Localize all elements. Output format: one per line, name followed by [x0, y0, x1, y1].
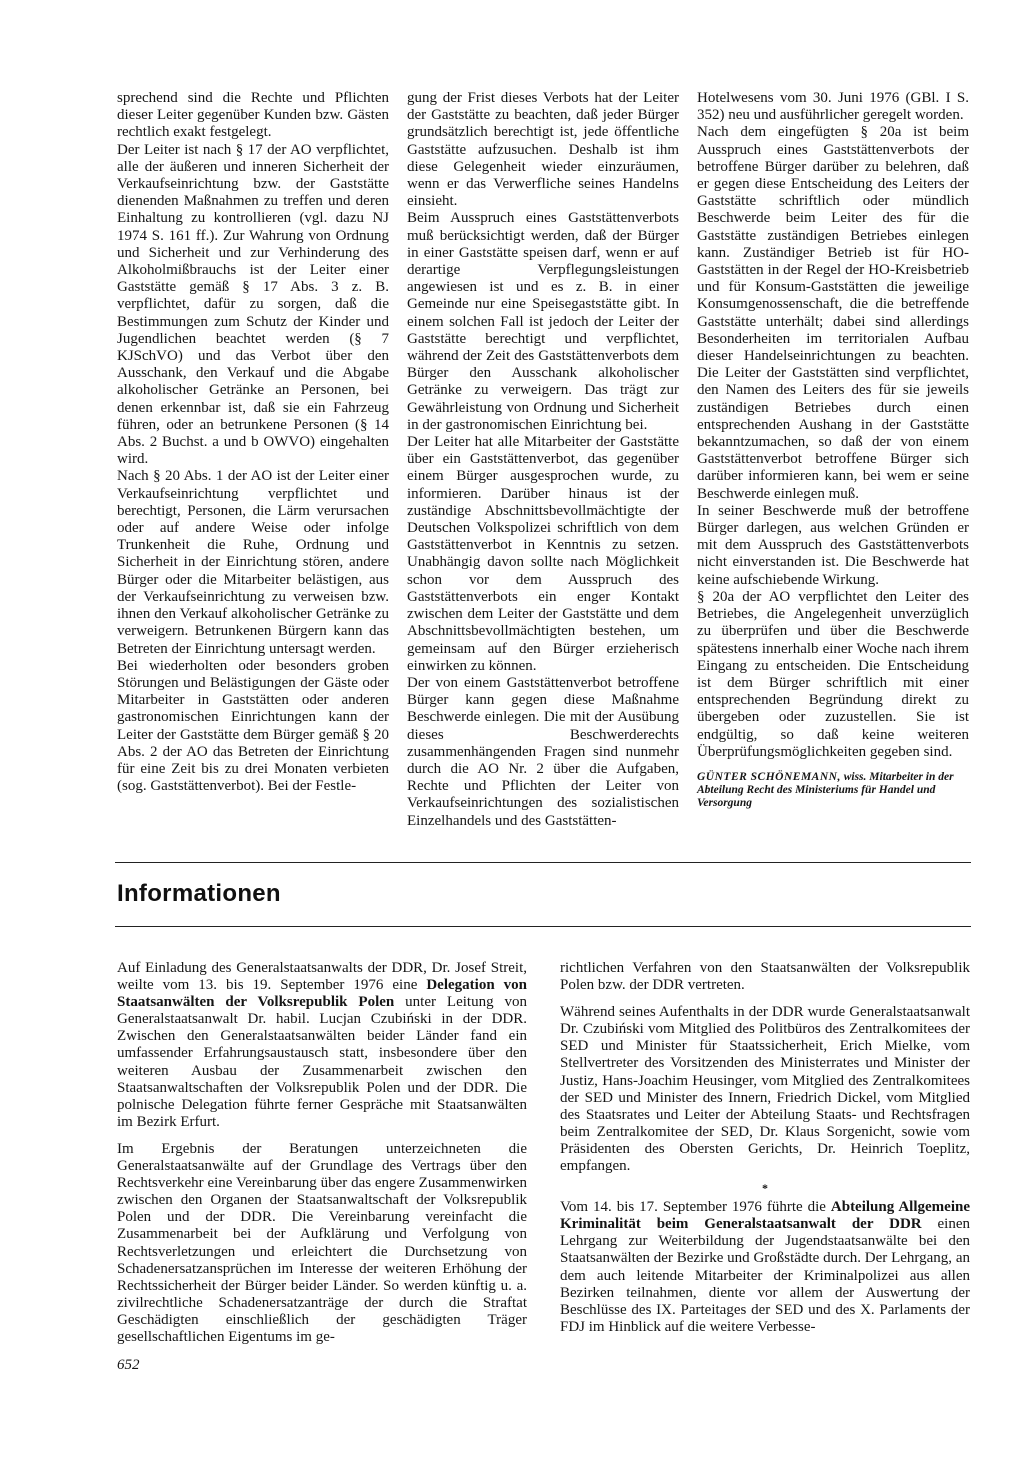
author-role: wiss. Mitarbeiter in der Abteilung Recht des Ministeriums für Handel und Versorgung — [697, 770, 954, 809]
paragraph: Auf Einladung des Generalstaatsanwalts der DDR, Dr. Josef Streit, weilte vom 13. bis 19. September 1976 eine Delegation von Staatsanwälten der Volksrepublik Polen unter Leitung von Generalstaatsanwalt Dr. habil. Lucjan Czubiński in der DDR. Zwischen den Generalstaatsanwälten beider Länder fand ein umfassender Erfahrungsaustausch statt, insbesondere über den weiteren Ausbau der Zusammenarbeit zwischen den Staatsanwaltschaften der Volksrepublik Polen und der DDR. Die polnische Delegation führte ferner Gespräche mit Staatsanwälten im Bezirk Erfurt. — [117, 960, 527, 1130]
paragraph: Der von einem Gaststättenverbot betroffene Bürger kann gegen diese Maßnahme Beschwerde einlegen. Die mit der Ausübung dieses Beschwerderechts zusammenhängenden Fragen sind nunmehr durch die AO Nr. 2 über die Aufgaben, Rechte und Pflichten der Leiter von Verkaufseinrichtungen des sozialistischen Einzelhandels und des Gaststätten- — [407, 674, 679, 829]
emphasis: Abteilung Allgemeine Kriminalität beim Generalstaatsanwalt der DDR — [560, 1199, 970, 1233]
section-heading: Informationen — [117, 880, 281, 907]
paragraph: Vom 14. bis 17. September 1976 führte die Abteilung Allgemeine Kriminalität beim Generalstaatsanwalt der DDR einen Lehrgang zur Weiterbildung der Jugendstaatsanwälte bei den Staatsanwälten der Bezirke und Großstädte durch. Der Lehrgang, an dem auch leitende Mitarbeiter der Kriminalpolizei aus allen Bezirken teilnahmen, diente vor allem der Auswertung der Beschlüsse des IX. Parteitages der SED und des X. Parlaments der FDJ im Hinblick auf die weitere Verbesse- — [560, 1199, 971, 1335]
paragraph: § 20a der AO verpflichtet den Leiter des Betriebes, die Angelegenheit unverzüglich zu überprüfen und über die Beschwerde spätestens innerhalb einer Woche nach ihrem Eingang zu entscheiden. Die Entscheidung ist dem Bürger schriftlich mit einer entsprechenden Begründung direkt zu übergeben oder zuzustellen. Sie ist endgültig, so daß keine weiteren Überprüfungsmöglichkeiten gegeben sind. — [697, 588, 969, 760]
info-column-1 — [117, 960, 527, 1346]
paragraph: richtlichen Verfahren von den Staatsanwälten der Volksrepublik Polen bzw. der DDR vertreten. — [560, 960, 970, 994]
paragraph: Bei wiederholten oder besonders groben Störungen und Belästigungen der Gäste oder Mitarbeiter in Gaststätten oder anderen gastronomischen Einrichtungen kann der Leiter der Gaststätte dem Bürger gemäß § 20 Abs. 2 der AO das Betreten der Einrichtung für eine Zeit bis zu drei Monaten verbieten (sog. Gaststättenverbot). Bei der Festle- — [117, 657, 389, 795]
paragraph: Im Ergebnis der Beratungen unterzeichneten die Generalstaatsanwälte auf der Grundlage des Vertrags über den Rechtsverkehr eine Vereinbarung über das engere Zusammenwirken zwischen den Organen der Staatsanwaltschaft der Volksrepublik Polen und der DDR. Die Vereinbarung vereinfacht die Zusammenarbeit bei der Aufklärung und Verfolgung von Rechtsverletzungen und erleichtert die Durchsetzung von Schadenersatzansprüchen im Interesse der weiteren Erhöhung der Rechtssicherheit der Bürger beider Länder. So werden künftig u. a. zivilrechtliche Schadenersatzanträge der durch die Straftat Geschädigten einschließlich der geschädigten Träger gesellschaftlichen Eigentums im ge- — [117, 1140, 527, 1345]
paragraph: Während seines Aufenthalts in der DDR wurde Generalstaatsanwalt Dr. Czubiński vom Mitglied des Politbüros des Zentralkomitees der SED und Minister für Staatssicherheit, Erich Mielke, vom Stellvertreter des Vorsitzenden des Ministerrates und Minister der Justiz, Hans-Joachim Heusinger, vom Mitglied des Zentralkomitees der SED und Minister des Innern, Friedrich Dickel, vom Mitglied des Staatsrates und Leiter der Abteilung Staats- und Rechtsfragen beim Zentralkomitee der SED, Dr. Klaus Sorgenicht, sowie vom Präsidenten des Obersten Gerichts, Dr. Heinrich Toeplitz, empfangen. — [560, 1004, 970, 1175]
section-divider — [115, 926, 971, 927]
author-byline — [697, 771, 969, 810]
section-divider — [115, 862, 971, 863]
paragraph: Nach dem eingefügten § 20a ist beim Ausspruch eines Gaststättenverbots der betroffene Bürger darüber zu belehren, daß er gegen diese Entscheidung des Leiters der Gaststätte schriftlich oder mündlich Beschwerde beim Leiter des für die Gaststätte zuständigen Betriebes einlegen kann. Zuständiger Betrieb ist für HO-Gaststätten in der Regel der HO-Kreisbetrieb und für Konsum-Gaststätten die jeweilige Konsumgenossenschaft, die die betreffende Gaststätte unterhält; dabei sind allerdings Besonderheiten im territorialen Aufbau dieser Handelseinrichtungen zu beachten. Die Leiter der Gaststätten sind verpflichtet, den Namen des Leiters des für sie jeweils zuständigen Betriebes durch einen entsprechenden Aushang in der Gaststätte bekanntzumachen, so daß der von einem Gaststättenverbot betroffene Bürger sich darüber informieren kann, bei wem er seine Beschwerde einlegen muß. — [697, 124, 969, 502]
article-column-3 — [697, 90, 969, 810]
paragraph: sprechend sind die Rechte und Pflichten dieser Leiter gegenüber Kunden bzw. Gästen rechtlich exakt festgelegt. — [117, 90, 389, 141]
article-column-2 — [407, 90, 679, 830]
author-name: GÜNTER SCHÖNEMANN, — [697, 770, 841, 783]
paragraph: gung der Frist dieses Verbots hat der Leiter der Gaststätte zu beachten, daß jeder Bürger grundsätzlich berechtigt ist, jede öffentliche Gaststätte aufzusuchen. Deshalb ist ihm diese Gelegenheit wieder einzuräumen, wenn er das Verwerfliche seines Handelns einsieht. — [407, 90, 679, 210]
info-column-2 — [560, 960, 970, 1336]
paragraph: Der Leiter hat alle Mitarbeiter der Gaststätte über ein Gaststättenverbot, das gegenüber einem Bürger ausgesprochen wurde, zu informieren. Darüber hinaus ist der zuständige Abschnittsbevollmächtigte der Deutschen Volkspolizei schriftlich von dem Gaststättenverbot in Kenntnis zu setzen. Unabhängig davon sollte nach Möglichkeit schon vor dem Ausspruch des Gaststättenverbots ein enger Kontakt zwischen dem Leiter der Gaststätte und dem Abschnittsbevollmächtigten bestehen, um gemeinsam auf den Bürger erzieherisch einwirken zu können. — [407, 434, 679, 674]
paragraph: Hotelwesens vom 30. Juni 1976 (GBl. I S. 352) neu und ausführlicher geregelt worden. — [697, 90, 969, 124]
paragraph: Nach § 20 Abs. 1 der AO ist der Leiter einer Verkaufseinrichtung verpflichtet und berechtigt, Personen, die Lärm verursachen oder auf andere Weise oder infolge Trunkenheit die Ruhe, Ordnung und Sicherheit in der Einrichtung stören, andere Bürger oder die Mitarbeiter belästigen, aus der Verkaufseinrichtung zu verweisen bzw. ihnen den Verkauf alkoholischer Getränke zu verweigern. Betrunkenen Bürgern kann das Betreten der Einrichtung untersagt werden. — [117, 468, 389, 657]
page-number: 652 — [117, 1357, 140, 1373]
emphasis: Delegation von Staatsanwälten der Volksrepublik Polen — [117, 977, 527, 1011]
paragraph: Beim Ausspruch eines Gaststättenverbots muß berücksichtigt werden, daß der Bürger in einer Gaststätte speisen darf, wenn er auf derartige Verpflegungsleistungen angewiesen ist und es z. B. in einer Gemeinde nur eine Speisegaststätte gibt. In einem solchen Fall ist jedoch der Leiter der Gaststätte berechtigt und verpflichtet, während der Zeit des Gaststättenverbots dem Bürger den Ausschank alkoholischer Getränke zu verweigern. Das trägt zur Gewährleistung von Ordnung und Sicherheit in der gastronomischen Einrichtung bei. — [407, 210, 679, 433]
paragraph: In seiner Beschwerde muß der betroffene Bürger darlegen, aus welchen Gründen er mit dem Ausspruch des Gaststättenverbots nicht einverstanden ist. Die Beschwerde hat keine aufschiebende Wirkung. — [697, 502, 969, 588]
separator-star: * — [762, 1181, 768, 1196]
article-column-1 — [117, 90, 389, 795]
paragraph: Der Leiter ist nach § 17 der AO verpflichtet, alle der äußeren und inneren Sicherheit der Verkaufseinrichtung bzw. der Gaststätte dienenden Maßnahmen zu treffen und deren Einhaltung zu kontrollieren (vgl. dazu NJ 1974 S. 161 ff.). Zur Wahrung von Ordnung und Sicherheit und zur Verhinderung des Alkoholmißbrauchs ist der Leiter einer Gaststätte gemäß § 17 Abs. 3 z. B. verpflichtet, dafür zu sorgen, daß die Bestimmungen zum Schutz der Kinder und Jugendlichen beachtet werden (§ 7 KJSchVO) und das Verbot über den Ausschank, den Verkauf und die Abgabe alkoholischer Getränke an Personen, bei denen erkennbar ist, daß sie ein Fahrzeug führen, oder an betrunkene Personen (§ 14 Abs. 2 Buchst. a und b OWVO) eingehalten wird. — [117, 141, 389, 468]
